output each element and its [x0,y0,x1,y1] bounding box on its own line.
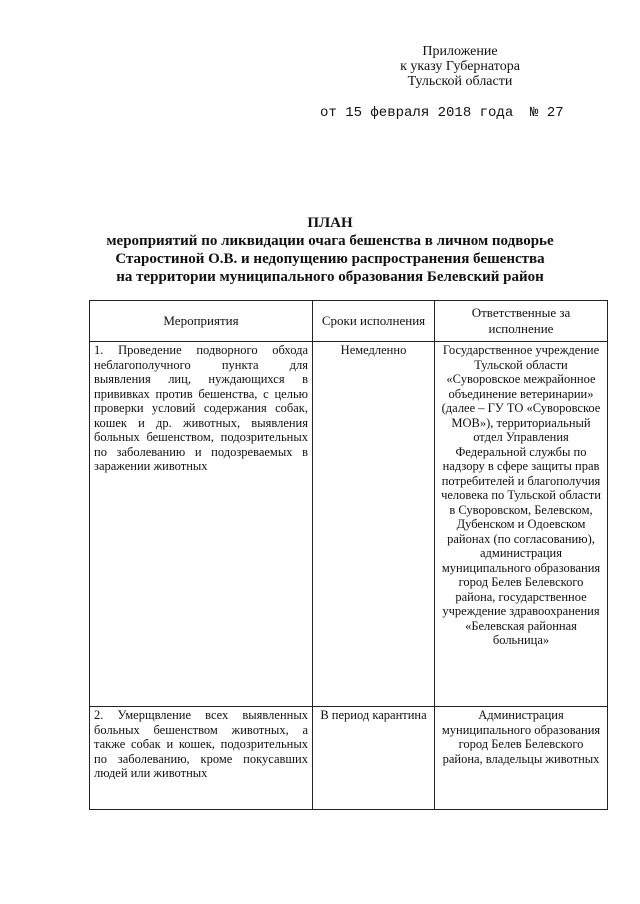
plan-table [89,300,608,810]
appendix-line-3: Тульской области [407,74,513,89]
column-header-deadline: Сроки исполнения [313,301,435,342]
table-header-row [90,301,608,342]
deadline-cell: Немедленно [313,342,435,707]
responsible-cell: Государственное учреждение Тульской области «Суворовское межрайонное объединение ветеринарии» (далее – ГУ ТО «Суворовское МОВ»), территориальный отдел Управления Федеральной службы по надзору в сфере защиты прав потребителей и благополучия человека по Тульской области в Суворовском, Белевском, Дубенском и Одоевском районах (по согласованию), администрация муниципального образования город Белев Белевского района, государственное учреждение здравоохранения «Белевская районная больница» [435,342,608,707]
deadline-cell: В период карантина [313,707,435,810]
document-title [60,214,600,286]
table-row [90,707,608,810]
title-heading: ПЛАН [307,215,353,231]
column-header-responsible: Ответственные за исполнение [435,301,608,342]
activity-cell: 1. Проведение подворного обхода неблагополучного пункта для выявления лиц, нуждающихся в прививках против бешенства, с целью проверки условий содержания собак, кошек и др. животных, выявления больных бешенством, подозрительных по заболеванию и подозреваемых в заражении животных [90,342,313,707]
appendix-line-2: к указу Губернатора [400,59,520,74]
title-line-1: мероприятий по ликвидации очага бешенства в личном подворье [106,233,554,249]
title-line-3: на территории муниципального образования Белевский район [116,269,544,285]
decree-line: от 15 февраля 2018 года № 27 [320,105,564,121]
appendix-line-1: Приложение [422,44,498,59]
column-header-activities: Мероприятия [90,301,313,342]
table-row [90,342,608,707]
title-line-2: Старостиной О.В. и недопущению распространения бешенства [115,251,545,267]
responsible-cell: Администрация муниципального образования город Белев Белевского района, владельцы животных [435,707,608,810]
activity-cell: 2. Умерщвление всех выявленных больных бешенством животных, а также собак и кошек, подозрительных по заболеванию, кроме покусавших людей или животных [90,707,313,810]
appendix-block [380,44,540,89]
